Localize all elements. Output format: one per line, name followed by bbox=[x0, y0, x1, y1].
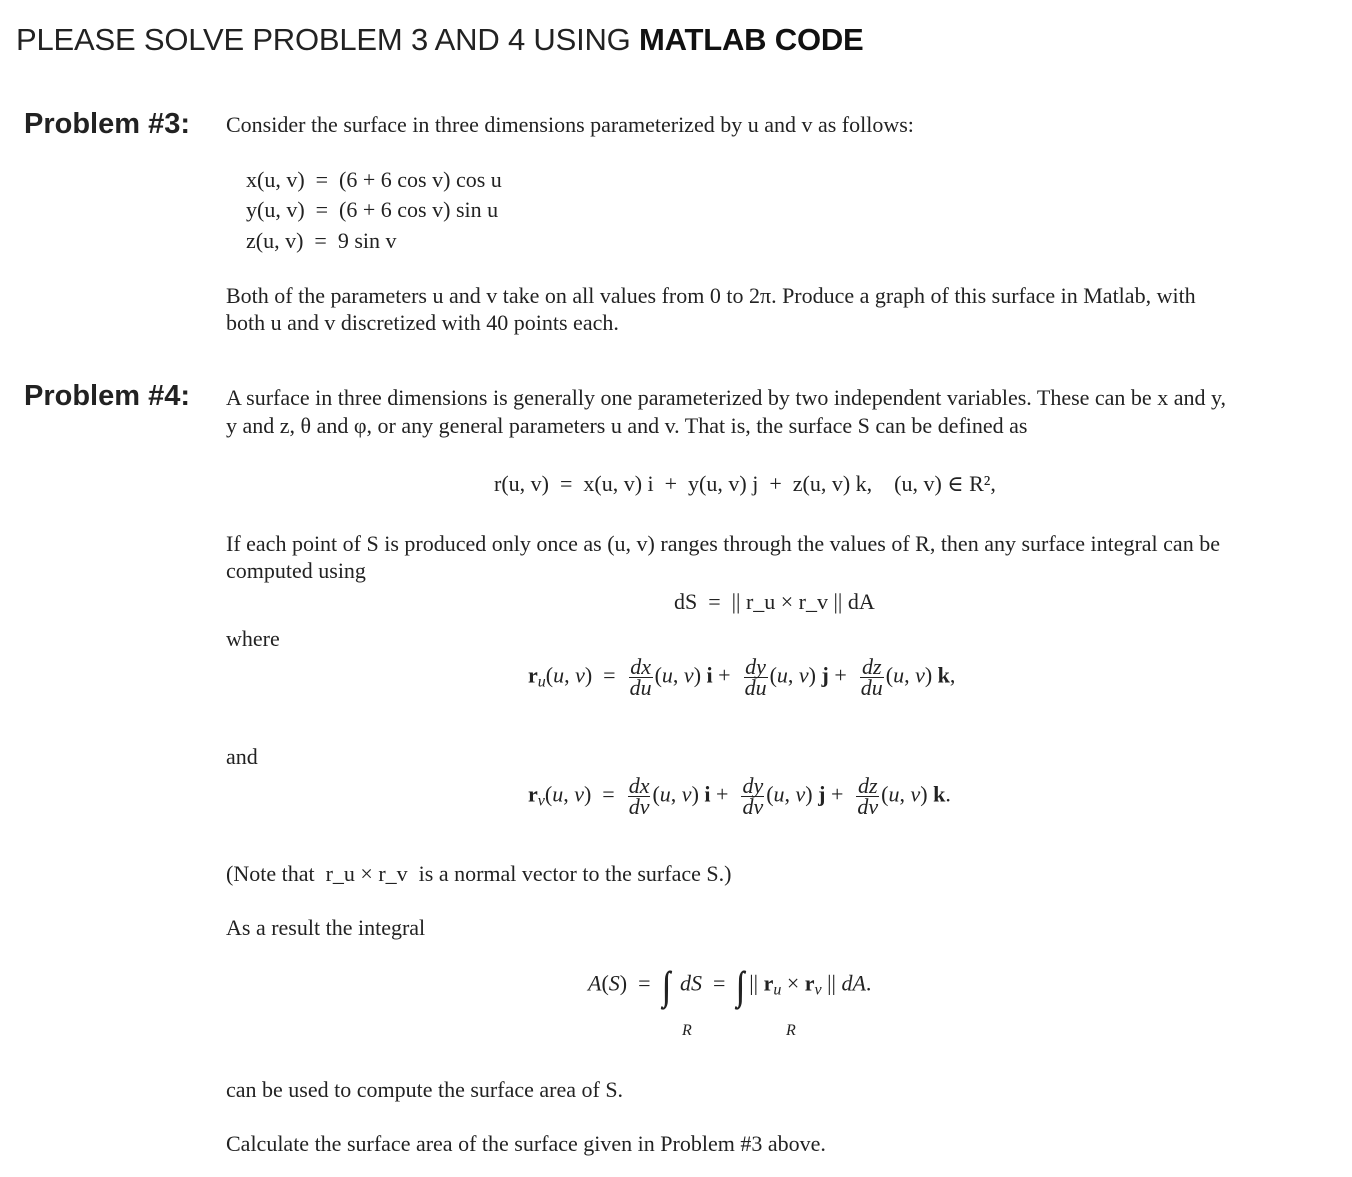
title-bold: MATLAB CODE bbox=[639, 22, 864, 57]
and-label: and bbox=[226, 744, 258, 769]
surface-area-text: can be used to compute the surface area of S. bbox=[226, 1077, 624, 1102]
region-label-1: R bbox=[682, 1022, 692, 1039]
where-label: where bbox=[226, 626, 280, 651]
equation-z: z(u, v) = 9 sin v bbox=[246, 228, 397, 253]
problem4-label: Problem #4: bbox=[24, 380, 190, 412]
problem4-body-line1: If each point of S is produced only once as (u, v) ranges through the values of R, then any surface integral can be bbox=[226, 531, 1220, 556]
problem3-body-line1: Both of the parameters u and v take on all values from 0 to 2π. Produce a graph of this surface in Matlab, with bbox=[226, 283, 1196, 308]
equation-y: y(u, v) = (6 + 6 cos v) sin u bbox=[246, 197, 499, 222]
title-prefix: PLEASE SOLVE PROBLEM 3 AND 4 USING bbox=[16, 22, 639, 57]
problem3-label: Problem #3: bbox=[24, 108, 190, 140]
result-text: As a result the integral bbox=[226, 915, 426, 940]
region-label-2: R bbox=[786, 1022, 796, 1039]
problem4-intro-line2: y and z, θ and φ, or any general parameters u and v. That is, the surface S can be defined as bbox=[226, 413, 1028, 438]
page-title bbox=[16, 22, 864, 58]
equation-area: A(S) = ∫∫ dS = ∫∫ || $r_u \times r_v$ || dA. bbox=[588, 963, 872, 1008]
problem4-body-line2: computed using bbox=[226, 558, 366, 583]
problem3-intro: Consider the surface in three dimensions parameterized by u and v as follows: bbox=[226, 112, 914, 137]
problem4-intro-line1: A surface in three dimensions is generally one parameterized by two independent variables. These can be x and y, bbox=[226, 385, 1227, 410]
note-text: (Note that r_u × r_v is a normal vector to the surface S.) bbox=[226, 861, 732, 886]
problem3-body-line2: both u and v discretized with 40 points each. bbox=[226, 310, 619, 335]
equation-rv: $r_v(u$, v) = $\frac{dx}{dv}$ (u, v) i + $\frac{dy}{dv}$ (u, v) j + $\frac{dz}{dv}$ (u, v) k. bbox=[528, 773, 951, 819]
equation-r: r(u, v) = x(u, v) i + y(u, v) j + z(u, v) k, (u, v) ∈ R², bbox=[494, 471, 996, 496]
final-instruction: Calculate the surface area of the surface given in Problem #3 above. bbox=[226, 1131, 826, 1156]
equation-ru: $r_u(u$, v) = $\frac{dx}{du}$ (u, v) i + $\frac{dy}{du}$ (u, v) j + $\frac{dz}{du}$ (u, v) k, bbox=[528, 654, 956, 700]
equation-ds: dS = || r_u × r_v || dA bbox=[674, 589, 875, 614]
equation-x: x(u, v) = (6 + 6 cos v) cos u bbox=[246, 167, 502, 192]
